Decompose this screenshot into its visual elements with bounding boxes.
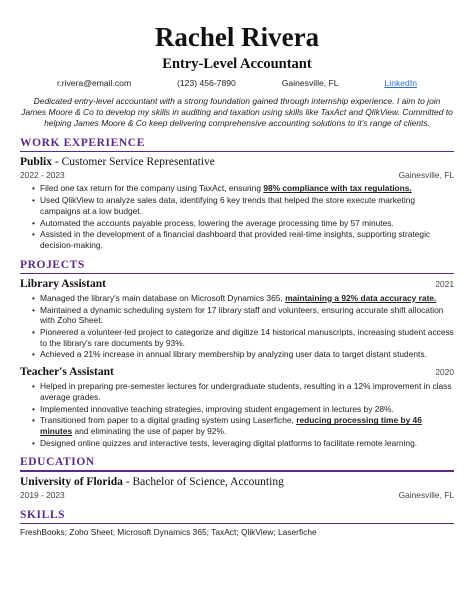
- linkedin-link[interactable]: LinkedIn: [384, 78, 417, 88]
- project-title: Teacher's Assistant: [20, 366, 114, 379]
- list-item: • Implemented innovative teaching strategies, improving student engagement in lectures by 28%.: [32, 404, 454, 415]
- experience-entry-header: [20, 155, 454, 169]
- title-separator: -: [125, 475, 130, 488]
- school-name: University of Florida: [20, 475, 123, 488]
- education-meta: [20, 490, 454, 501]
- project-entry-header: [20, 365, 454, 379]
- location-text: Gainesville, FL: [281, 78, 339, 88]
- list-item: • Automated the accounts payable process, lowering the average processing time by 57 minutes.: [32, 218, 454, 229]
- section-title-projects: PROJECTS: [20, 258, 85, 271]
- experience-location: Gainesville, FL: [398, 170, 454, 181]
- section-title-education: EDUCATION: [20, 456, 95, 469]
- experience-meta: [20, 170, 454, 181]
- section-title-skills: SKILLS: [20, 508, 66, 521]
- project-year: 2021: [435, 278, 454, 289]
- degree-title: Bachelor of Science, Accounting: [132, 475, 284, 488]
- phone-text: (123) 456-7890: [177, 78, 236, 88]
- project-bullets: [20, 293, 454, 360]
- summary-text: Dedicated entry-level accountant with a strong foundation gained through internship experience. I aim to join James Moore & Co to develop my skills in auditing and taxation using skills like TaxAct and QlikView. Committed to helping James Moore & Co keep delivering comprehensive accounting solutions to it’s range of clients.: [21, 96, 453, 128]
- section-divider: [20, 151, 454, 152]
- company-name: Publix: [20, 156, 52, 169]
- education-location: Gainesville, FL: [398, 489, 454, 500]
- list-item: • Maintained a dynamic scheduling system for 17 library staff and volunteers, ensuring accurate shift allocation with Zoho Sheet.: [32, 305, 454, 326]
- project-title: Library Assistant: [20, 277, 106, 290]
- candidate-name: Rachel Rivera: [154, 22, 320, 52]
- section-divider: [20, 470, 454, 471]
- project-year: 2020: [435, 367, 454, 378]
- list-item: • Designed online quizzes and interactive tests, leveraging digital platforms to facilitate remote learning.: [32, 438, 454, 449]
- project-entry-header: [20, 277, 454, 291]
- title-separator: -: [54, 156, 59, 169]
- education-entry-header: [20, 475, 454, 489]
- email-text: r.rivera@email.com: [56, 78, 132, 88]
- list-item: • Used QlikView to analyze sales data, identifying 6 key trends that helped the store execute marketing campaigns at a low budget.: [32, 195, 454, 216]
- list-item: • Assisted in the development of a financial dashboard that provided real-time insights, supporting strategic decision-making.: [32, 229, 454, 250]
- section-divider: [20, 523, 454, 524]
- list-item: • Helped in preparing pre-semester lectures for undergraduate students, resulting in a 12% improvement in class average grades.: [32, 381, 454, 402]
- project-bullets: [20, 381, 454, 448]
- list-item: • Filed one tax return for the company using TaxAct, ensuring 98% compliance with tax regulations.: [32, 183, 454, 194]
- list-item: • Transitioned from paper to a digital grading system using Laserfiche, reducing processing time by 46 minutes and eliminating the use of paper by 92%.: [32, 415, 454, 436]
- role-title: Customer Service Representative: [61, 156, 215, 169]
- job-headline: Entry-Level Accountant: [162, 56, 312, 72]
- skills-list: FreshBooks; Zoho Sheet; Microsoft Dynamics 365; TaxAct; QlikView; Laserfiche: [20, 527, 317, 538]
- section-divider: [20, 273, 454, 274]
- contact-bar: [20, 78, 454, 88]
- list-item: • Managed the library's main database on Microsoft Dynamics 365, maintaining a 92% data accuracy rate.: [32, 293, 454, 304]
- experience-bullets: [20, 183, 454, 250]
- experience-dates: 2022 - 2023: [20, 170, 65, 181]
- education-dates: 2019 - 2023: [20, 489, 65, 500]
- list-item: • Pioneered a volunteer-led project to categorize and digitize 14 historical manuscripts, increasing student access to the library's rare documents by 93%.: [32, 327, 454, 348]
- list-item: • Achieved a 21% increase in annual library membership by analyzing user data to target distant students.: [32, 349, 454, 360]
- section-title-experience: WORK EXPERIENCE: [20, 137, 145, 149]
